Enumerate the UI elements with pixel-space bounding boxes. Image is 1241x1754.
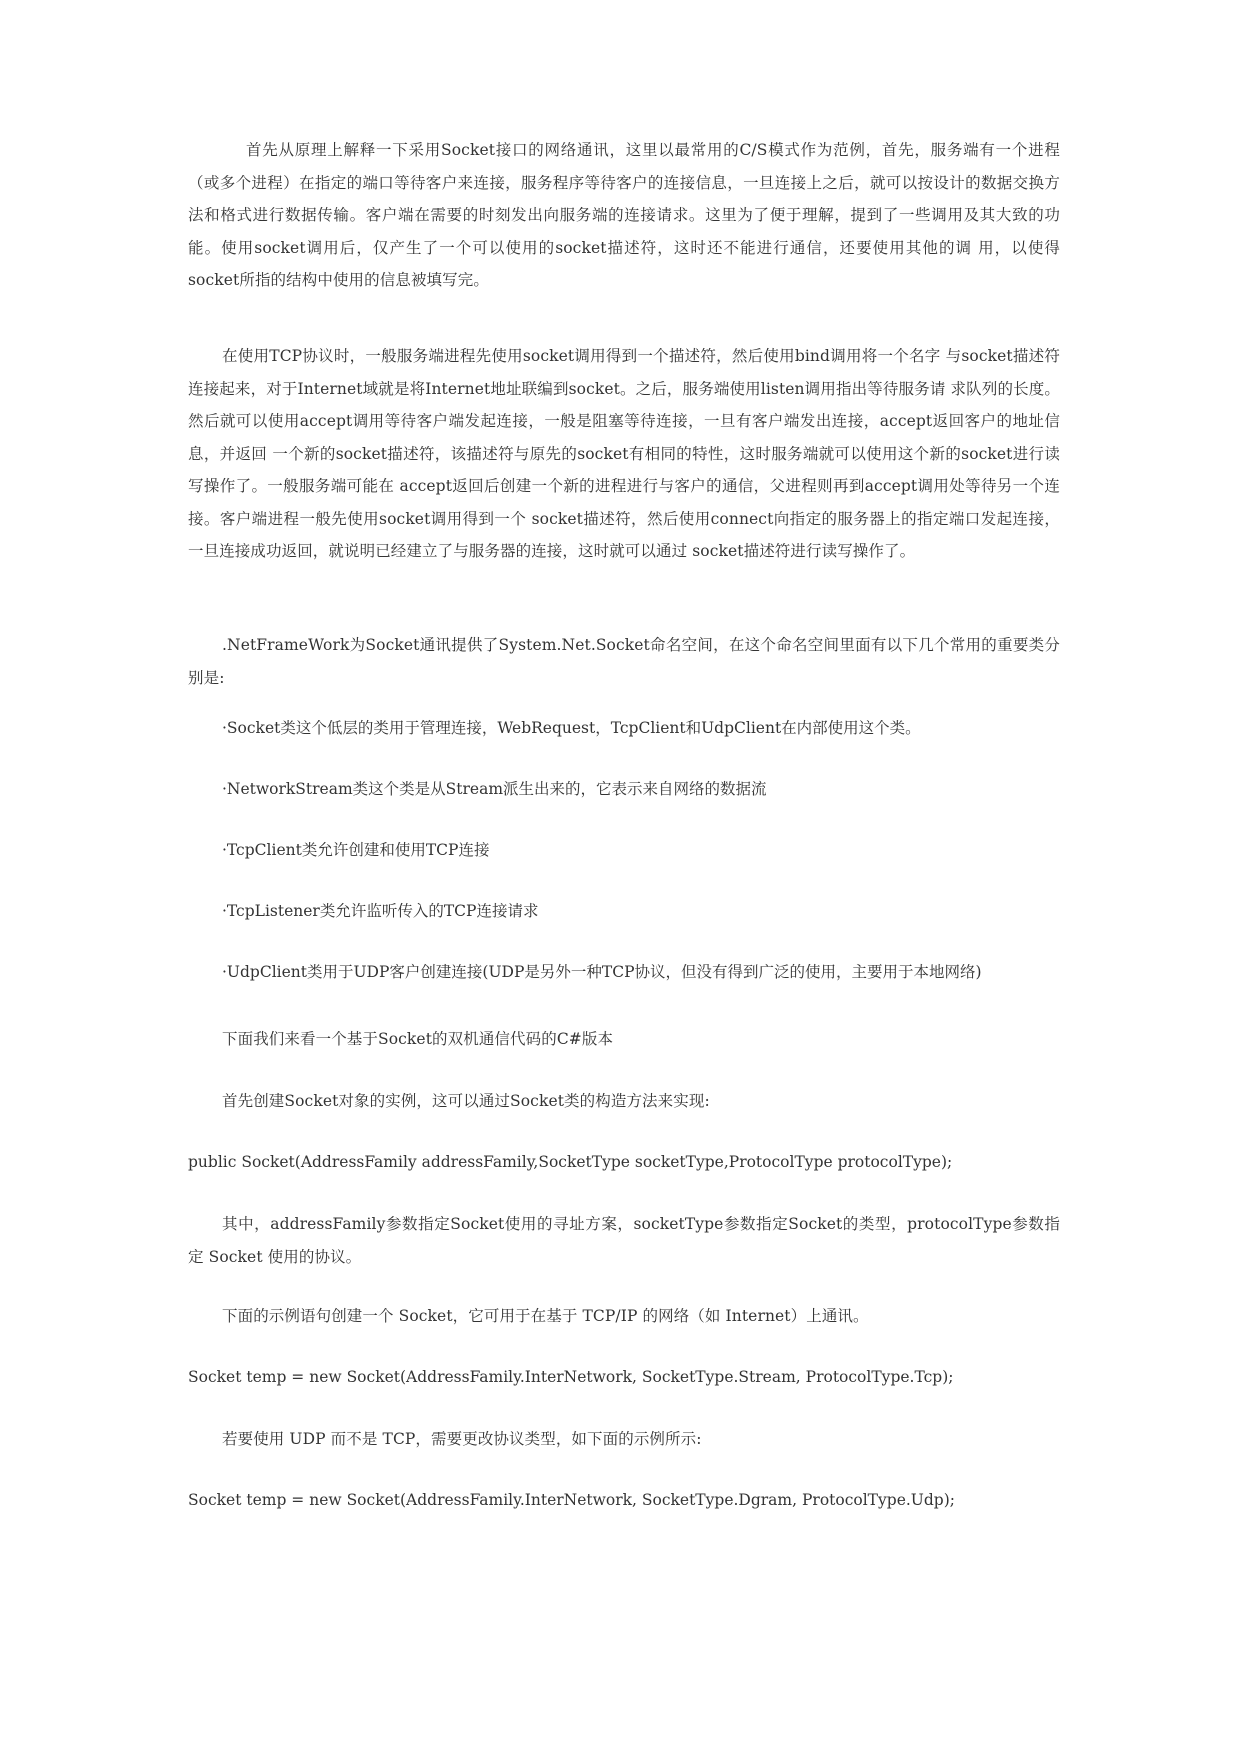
paragraph-tcp-example: 下面的示例语句创建一个 Socket，它可用于在基于 TCP/IP 的网络（如 Internet）上通讯。 xyxy=(222,1307,869,1325)
code-tcp-socket: Socket temp = new Socket(AddressFamily.InterNetwork, SocketType.Stream, ProtocolType.Tcp); xyxy=(188,1368,954,1386)
paragraph-parameters: 其中，addressFamily参数指定Socket使用的寻址方案，socketType参数指定Socket的类型，protocolType参数指定 Socket 使用的协议。 xyxy=(188,1215,1060,1266)
paragraph-example-intro: 下面我们来看一个基于Socket的双机通信代码的C#版本 xyxy=(222,1030,614,1048)
list-item-networkstream: ·NetworkStream类这个类是从Stream派生出来的，它表示来自网络的数据流 xyxy=(222,780,767,798)
list-item-tcpclient: ·TcpClient类允许创建和使用TCP连接 xyxy=(222,841,490,859)
paragraph-udp-example: 若要使用 UDP 而不是 TCP，需要更改协议类型，如下面的示例所示: xyxy=(222,1430,702,1448)
list-item-tcplistener: ·TcpListener类允许监听传入的TCP连接请求 xyxy=(222,902,539,920)
paragraph-namespace: .NetFrameWork为Socket通讯提供了System.Net.Socket命名空间，在这个命名空间里面有以下几个常用的重要类分别是: xyxy=(188,636,1060,687)
code-udp-socket: Socket temp = new Socket(AddressFamily.InterNetwork, SocketType.Dgram, ProtocolType.Udp); xyxy=(188,1491,955,1509)
paragraph-create-socket: 首先创建Socket对象的实例，这可以通过Socket类的构造方法来实现: xyxy=(222,1092,710,1110)
document-page xyxy=(188,0,1060,1754)
code-constructor: public Socket(AddressFamily addressFamily,SocketType socketType,ProtocolType protocolType); xyxy=(188,1153,953,1171)
list-item-socket: ·Socket类这个低层的类用于管理连接，WebRequest，TcpClient和UdpClient在内部使用这个类。 xyxy=(222,719,921,737)
list-item-udpclient: ·UdpClient类用于UDP客户创建连接(UDP是另外一种TCP协议，但没有得到广泛的使用，主要用于本地网络) xyxy=(222,963,982,981)
paragraph-intro: 首先从原理上解释一下采用Socket接口的网络通讯，这里以最常用的C/S模式作为范例，首先，服务端有一个进程（或多个进程）在指定的端口等待客户来连接，服务程序等待客户的连接信息，一旦连接上之后，就可以按设计的数据交换方法和格式进行数据传输。客户端在需要的时刻发出向服务端的连接请求。这里为了便于理解，提到了一些调用及其大致的功能。使用socket调用后，仅产生了一个可以使用的socket描述符，这时还不能进行通信，还要使用其他的调 用，以使得socket所指的结构中使用的信息被填写完。 xyxy=(188,141,1060,289)
paragraph-tcp-process: 在使用TCP协议时，一般服务端进程先使用socket调用得到一个描述符，然后使用bind调用将一个名字 与socket描述符连接起来，对于Internet域就是将Internet地址联编到socket。之后，服务端使用listen调用指出等待服务请 求队列的长度。然后就可以使用accept调用等待客户端发起连接，一般是阻塞等待连接，一旦有客户端发出连接，accept返回客户的地址信息，并返回 一个新的socket描述符，该描述符与原先的socket有相同的特性，这时服务端就可以使用这个新的socket进行读写操作了。一般服务端可能在 accept返回后创建一个新的进程进行与客户的通信，父进程则再到accept调用处等待另一个连接。客户端进程一般先使用socket调用得到一个 socket描述符，然后使用connect向指定的服务器上的指定端口发起连接，一旦连接成功返回，就说明已经建立了与服务器的连接，这时就可以通过 socket描述符进行读写操作了。 xyxy=(188,347,1060,560)
